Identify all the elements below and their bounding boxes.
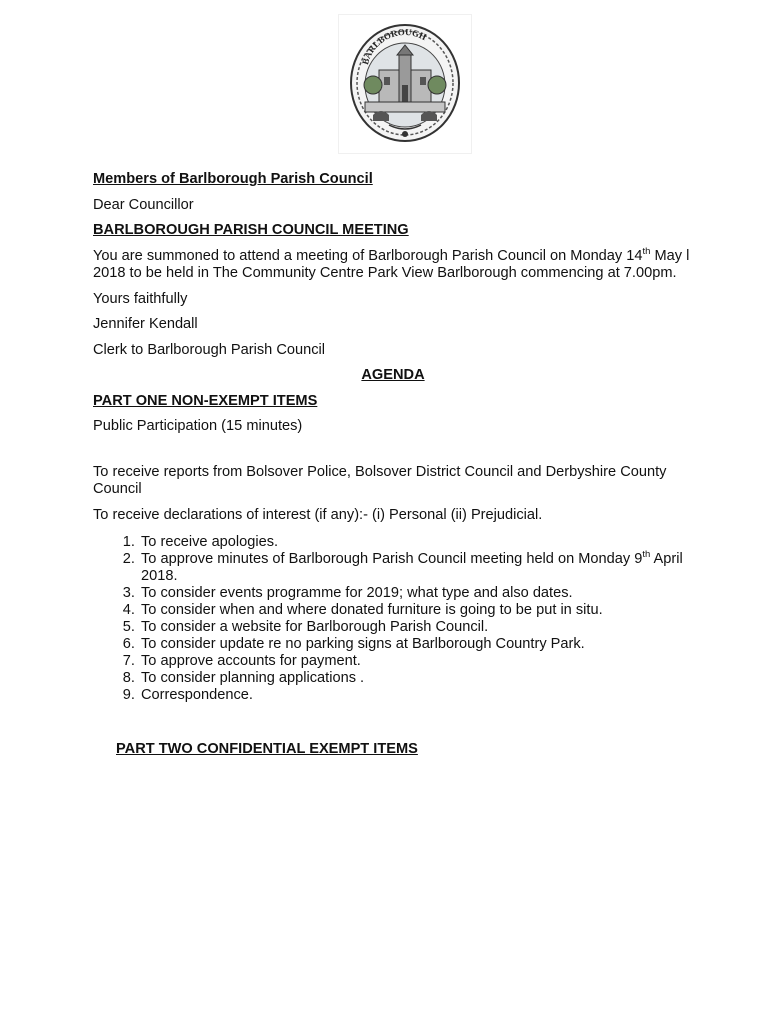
agenda-item: 5. To consider a website for Barlborough Parish Council. [139, 619, 693, 636]
signatory-name: Jennifer Kendall [93, 316, 198, 332]
agenda-item: 1. To receive apologies. [139, 534, 693, 551]
agenda-item: 6. To consider update re no parking signs at Barlborough Country Park. [139, 636, 693, 653]
agenda-item: 9. Correspondence. [139, 687, 693, 704]
summons-paragraph: You are summoned to attend a meeting of Barlborough Parish Council on Monday 14th May l 2018 to be held in The Community Centre Park View Barlborough commencing at 7.00pm. [93, 245, 690, 281]
part-one-heading: PART ONE NON-EXEMPT ITEMS [93, 392, 318, 409]
agenda-item: 7. To approve accounts for payment. [139, 653, 693, 670]
agenda-list [93, 534, 693, 704]
part-two-heading: PART TWO CONFIDENTIAL EXEMPT ITEMS [116, 741, 418, 757]
crest-icon [339, 15, 471, 153]
parish-crest-logo [338, 14, 472, 154]
agenda-item: 3. To consider events programme for 2019; what type and also dates. [139, 585, 693, 602]
letter-document [93, 171, 693, 759]
svg-text:BARLBOROUGH: BARLBOROUGH [360, 26, 429, 66]
letter-greeting: Dear Councillor [93, 196, 194, 213]
reports-paragraph: To receive reports from Bolsover Police, Bolsover District Council and Derbyshire County Council [93, 463, 667, 497]
agenda-title: AGENDA [361, 367, 425, 383]
signatory-role: Clerk to Barlborough Parish Council [93, 341, 325, 358]
agenda-item: 4. To consider when and where donated furniture is going to be put in situ. [139, 602, 693, 619]
public-participation: Public Participation (15 minutes) [93, 418, 303, 434]
meeting-title: BARLBOROUGH PARISH COUNCIL MEETING [93, 222, 409, 238]
agenda-item: 8. To consider planning applications . [139, 670, 693, 687]
declarations-paragraph: To receive declarations of interest (if any):- (i) Personal (ii) Prejudicial. [93, 506, 543, 523]
letter-heading: Members of Barlborough Parish Council [93, 171, 373, 187]
sign-off: Yours faithfully [93, 290, 188, 307]
agenda-item: 2. To approve minutes of Barlborough Parish Council meeting held on Monday 9th April 2018. [139, 551, 693, 585]
